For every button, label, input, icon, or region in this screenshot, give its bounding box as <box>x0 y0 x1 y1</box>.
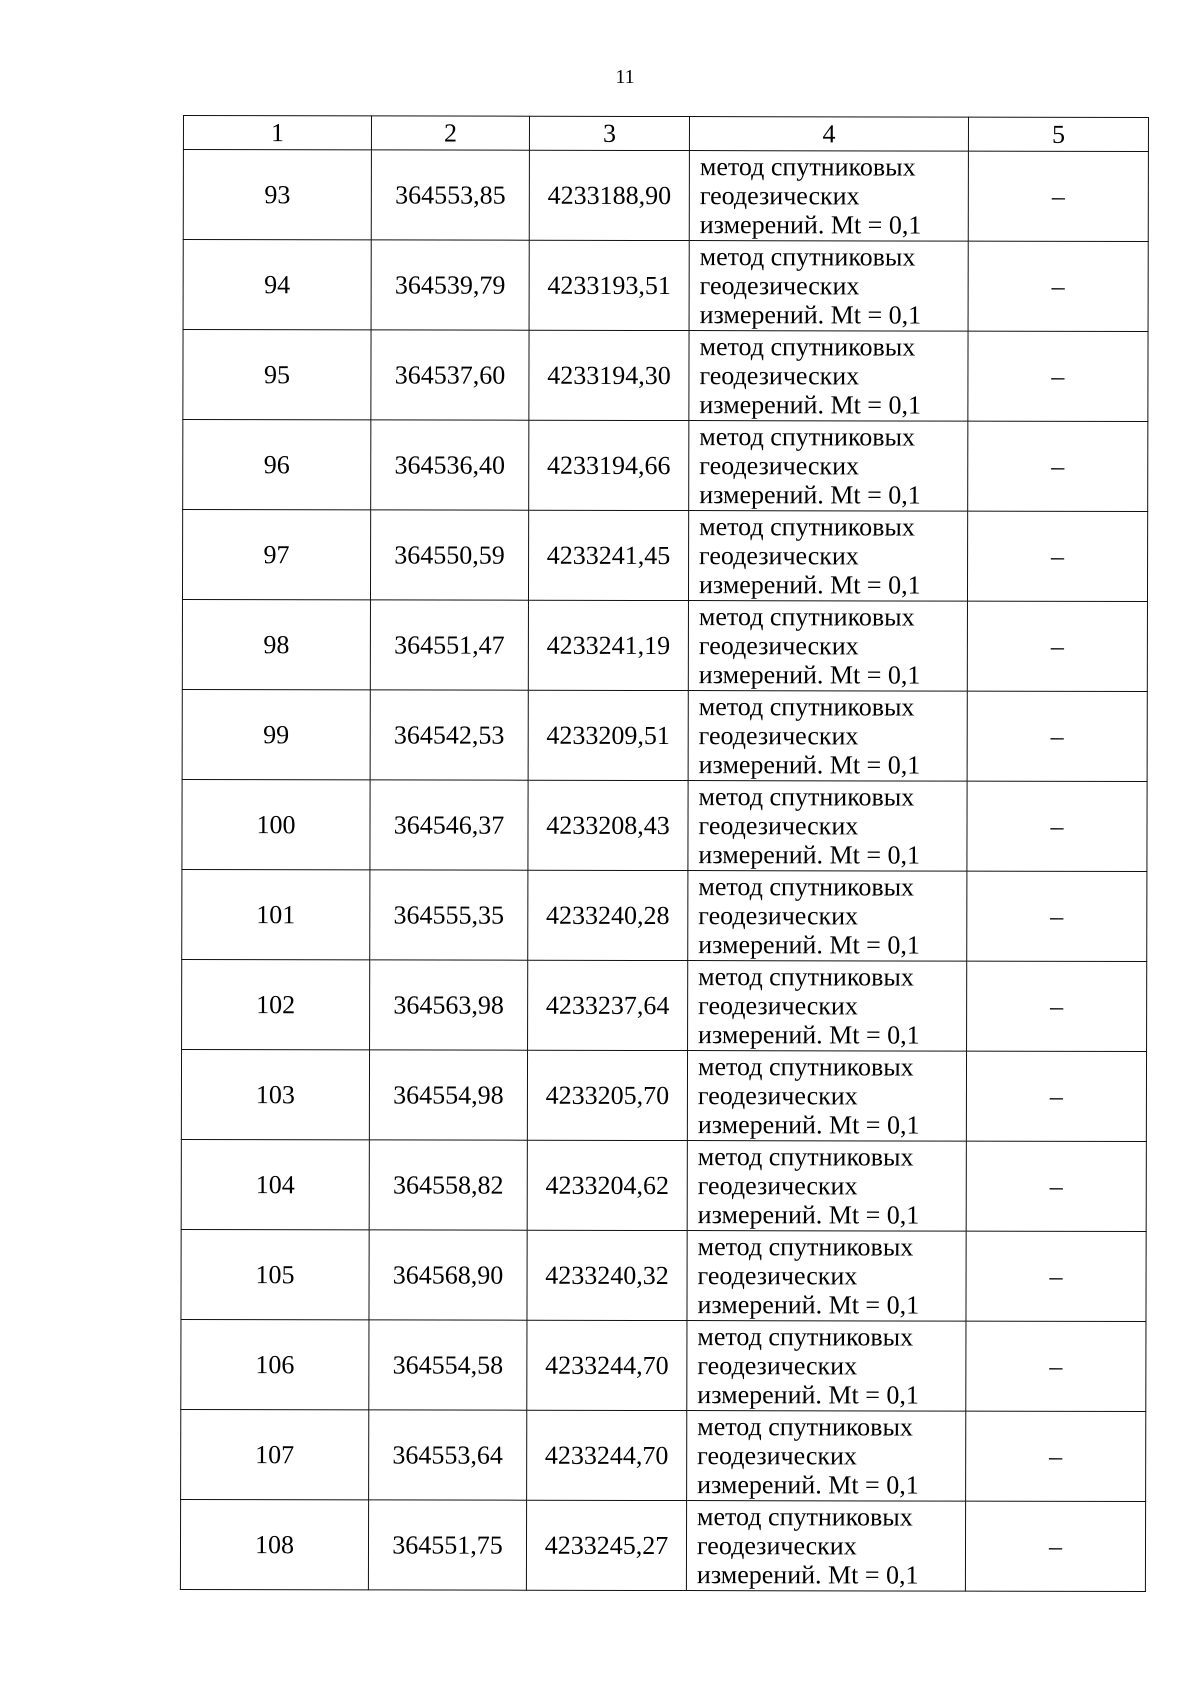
x-coordinate-cell: 364551,47 <box>370 600 528 690</box>
method-line: измерений. Mt = 0,1 <box>696 1560 919 1590</box>
method-cell <box>688 691 967 782</box>
y-coordinate-cell: 4233245,27 <box>526 1500 686 1590</box>
point-number-cell: 93 <box>183 150 371 240</box>
table-row <box>183 240 1148 332</box>
note-cell: – <box>968 331 1148 421</box>
table-row <box>182 510 1147 602</box>
method-line: метод спутниковых <box>698 782 915 812</box>
table-row <box>181 1049 1146 1141</box>
method-line: геодезических <box>699 181 860 211</box>
header-col-4: 4 <box>689 117 968 152</box>
method-cell <box>687 1321 966 1412</box>
method-cell <box>688 871 967 962</box>
method-line: геодезических <box>699 541 859 571</box>
method-line: измерений. Mt = 0,1 <box>697 1380 919 1410</box>
y-coordinate-cell: 4233205,70 <box>527 1050 687 1140</box>
x-coordinate-cell: 364551,75 <box>368 1500 526 1590</box>
y-coordinate-cell: 4233240,32 <box>527 1230 687 1320</box>
table-row <box>182 959 1147 1051</box>
note-cell: – <box>966 1141 1146 1231</box>
x-coordinate-cell: 364539,79 <box>371 240 529 330</box>
y-coordinate-cell: 4233244,70 <box>527 1320 687 1410</box>
method-line: метод спутниковых <box>697 1412 913 1442</box>
method-line: геодезических <box>698 721 859 751</box>
table-row <box>183 150 1148 242</box>
note-cell: – <box>968 421 1148 511</box>
table-row <box>181 1139 1146 1231</box>
method-line: измерений. Mt = 0,1 <box>697 1290 920 1320</box>
method-cell <box>689 151 968 242</box>
table-header <box>183 116 1148 152</box>
method-line: геодезических <box>698 631 859 661</box>
header-row <box>183 116 1148 152</box>
table-body <box>180 150 1148 1592</box>
note-cell: – <box>967 691 1147 781</box>
table-row <box>182 600 1147 692</box>
method-line: измерений. Mt = 0,1 <box>699 480 921 510</box>
note-cell: – <box>967 961 1147 1051</box>
point-number-cell: 103 <box>181 1049 369 1139</box>
x-coordinate-cell: 364563,98 <box>370 960 528 1050</box>
point-number-cell: 102 <box>182 959 370 1049</box>
y-coordinate-cell: 4233240,28 <box>528 870 688 960</box>
note-cell: – <box>966 1231 1146 1321</box>
page-number: 11 <box>615 66 635 88</box>
x-coordinate-cell: 364554,58 <box>369 1320 527 1410</box>
method-cell <box>687 1231 966 1322</box>
x-coordinate-cell: 364550,59 <box>370 510 528 600</box>
method-line: измерений. Mt = 0,1 <box>698 750 921 780</box>
note-cell: – <box>967 871 1147 961</box>
method-line: геодезических <box>697 1441 857 1471</box>
note-cell: – <box>968 241 1148 331</box>
note-cell: – <box>968 151 1148 241</box>
method-line: геодезических <box>696 1531 857 1561</box>
point-number-cell: 101 <box>182 869 370 959</box>
method-line: метод спутниковых <box>697 1142 914 1172</box>
x-coordinate-cell: 364553,85 <box>371 150 529 240</box>
method-cell <box>687 1141 966 1232</box>
method-line: измерений. Mt = 0,1 <box>698 570 921 600</box>
table-row <box>183 420 1148 512</box>
note-cell: – <box>967 781 1147 871</box>
method-line: метод спутниковых <box>698 692 915 722</box>
table-row <box>181 1229 1146 1321</box>
method-cell <box>689 331 968 422</box>
table-row <box>182 779 1147 871</box>
point-number-cell: 100 <box>182 779 370 869</box>
point-number-cell: 107 <box>181 1409 369 1499</box>
method-line: метод спутниковых <box>697 1052 914 1082</box>
method-cell <box>689 421 968 512</box>
point-number-cell: 99 <box>182 689 370 779</box>
y-coordinate-cell: 4233241,45 <box>528 510 688 600</box>
method-line: измерений. Mt = 0,1 <box>698 930 920 960</box>
y-coordinate-cell: 4233237,64 <box>528 960 688 1050</box>
method-line: измерений. Mt = 0,1 <box>697 1200 920 1230</box>
method-line: геодезических <box>698 811 859 841</box>
method-line: метод спутниковых <box>697 1502 913 1532</box>
y-coordinate-cell: 4233188,90 <box>529 150 689 240</box>
y-coordinate-cell: 4233209,51 <box>528 690 688 780</box>
method-line: измерений. Mt = 0,1 <box>699 300 922 330</box>
x-coordinate-cell: 364554,98 <box>369 1050 527 1140</box>
method-line: геодезических <box>697 1081 858 1111</box>
point-number-cell: 105 <box>181 1229 369 1319</box>
point-number-cell: 97 <box>182 510 370 600</box>
table-row <box>182 869 1147 961</box>
point-number-cell: 95 <box>183 330 371 420</box>
method-line: измерений. Mt = 0,1 <box>698 1020 920 1050</box>
table-row <box>182 689 1147 781</box>
x-coordinate-cell: 364555,35 <box>370 870 528 960</box>
method-line: геодезических <box>699 271 860 301</box>
header-col-1: 1 <box>183 116 371 150</box>
point-number-cell: 94 <box>183 240 371 330</box>
method-line: геодезических <box>699 361 860 391</box>
x-coordinate-cell: 364568,90 <box>369 1230 527 1320</box>
y-coordinate-cell: 4233204,62 <box>527 1140 687 1230</box>
method-cell <box>688 601 967 692</box>
method-line: метод спутниковых <box>698 962 914 992</box>
method-line: метод спутниковых <box>698 602 915 632</box>
y-coordinate-cell: 4233208,43 <box>528 780 688 870</box>
y-coordinate-cell: 4233194,66 <box>529 420 689 510</box>
note-cell: – <box>965 1501 1145 1591</box>
method-line: геодезических <box>699 451 860 481</box>
x-coordinate-cell: 364546,37 <box>370 780 528 870</box>
method-line: метод спутниковых <box>698 872 915 902</box>
method-line: метод спутниковых <box>699 422 916 452</box>
header-col-3: 3 <box>529 116 689 150</box>
y-coordinate-cell: 4233193,51 <box>529 240 689 330</box>
point-number-cell: 96 <box>183 420 371 510</box>
table-row <box>180 1499 1145 1591</box>
note-cell: – <box>967 511 1147 601</box>
method-line: геодезических <box>697 1261 858 1291</box>
header-col-2: 2 <box>371 116 529 150</box>
y-coordinate-cell: 4233241,19 <box>528 600 688 690</box>
method-line: метод спутниковых <box>699 152 916 182</box>
point-number-cell: 106 <box>181 1319 369 1409</box>
method-line: измерений. Mt = 0,1 <box>699 210 922 240</box>
x-coordinate-cell: 364536,40 <box>371 420 529 510</box>
method-cell <box>688 961 967 1052</box>
table-row <box>181 1409 1146 1501</box>
x-coordinate-cell: 364558,82 <box>369 1140 527 1230</box>
method-cell <box>686 1501 965 1592</box>
method-cell <box>687 1051 966 1142</box>
method-line: геодезических <box>698 901 859 931</box>
method-line: геодезических <box>698 991 858 1021</box>
method-line: измерений. Mt = 0,1 <box>699 390 922 420</box>
coordinates-table <box>180 115 1149 1592</box>
note-cell: – <box>967 601 1147 691</box>
method-line: геодезических <box>697 1351 858 1381</box>
header-col-5: 5 <box>968 117 1148 151</box>
note-cell: – <box>966 1411 1146 1501</box>
y-coordinate-cell: 4233244,70 <box>527 1410 687 1500</box>
table-row <box>181 1319 1146 1411</box>
method-line: измерений. Mt = 0,1 <box>698 660 921 690</box>
table-row <box>183 330 1148 422</box>
x-coordinate-cell: 364542,53 <box>370 690 528 780</box>
method-line: метод спутниковых <box>699 332 916 362</box>
method-cell <box>688 781 967 872</box>
method-line: измерений. Mt = 0,1 <box>698 840 921 870</box>
method-cell <box>687 1411 966 1502</box>
method-line: метод спутниковых <box>699 512 915 542</box>
method-line: измерений. Mt = 0,1 <box>697 1110 920 1140</box>
y-coordinate-cell: 4233194,30 <box>529 330 689 420</box>
method-line: метод спутниковых <box>699 242 916 272</box>
method-line: геодезических <box>697 1171 858 1201</box>
point-number-cell: 104 <box>181 1139 369 1229</box>
method-line: метод спутниковых <box>697 1322 914 1352</box>
x-coordinate-cell: 364537,60 <box>371 330 529 420</box>
method-line: метод спутниковых <box>697 1232 914 1262</box>
point-number-cell: 108 <box>180 1499 368 1589</box>
method-cell <box>688 511 967 602</box>
method-cell <box>689 241 968 332</box>
point-number-cell: 98 <box>182 600 370 690</box>
note-cell: – <box>966 1051 1146 1141</box>
method-line: измерений. Mt = 0,1 <box>697 1470 919 1500</box>
x-coordinate-cell: 364553,64 <box>369 1410 527 1500</box>
note-cell: – <box>966 1321 1146 1411</box>
